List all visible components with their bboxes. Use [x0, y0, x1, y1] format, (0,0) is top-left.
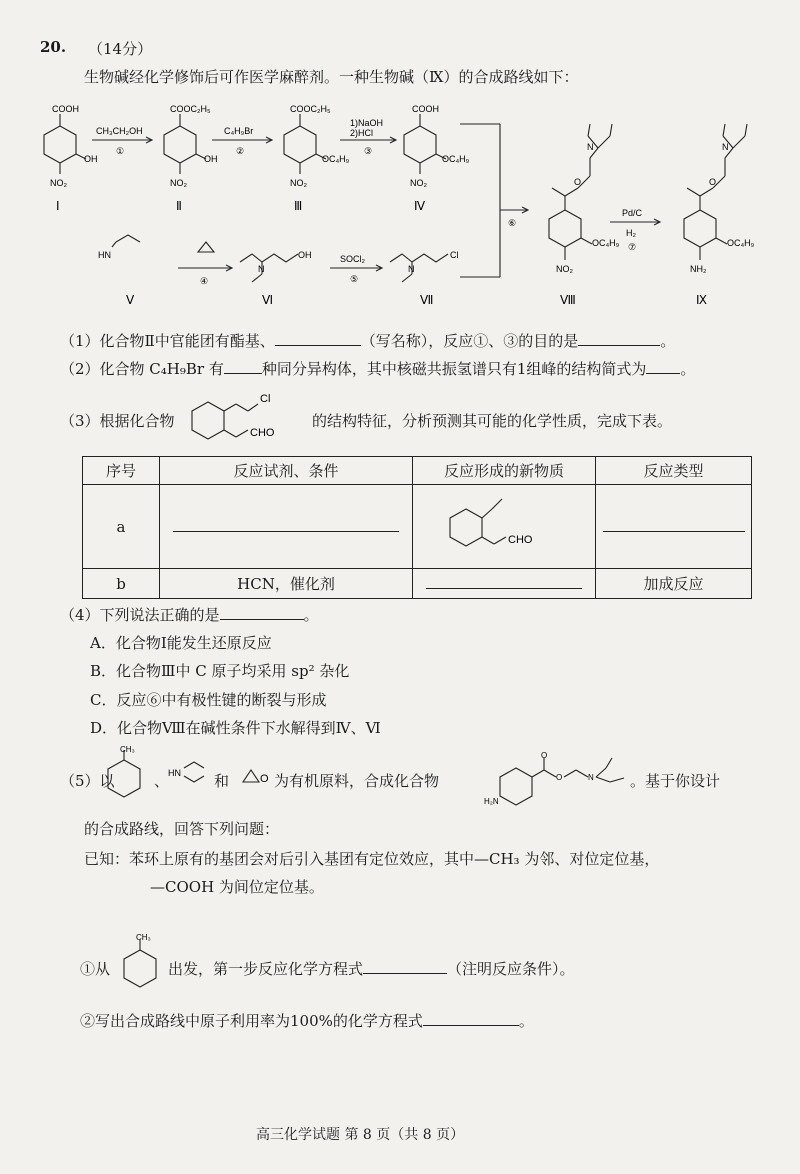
q5-material: 为有机原料，合成化合物	[274, 772, 440, 790]
q5-known-2: —COOH 为间位定位基。	[150, 878, 324, 896]
I-sub2: NO₂	[50, 178, 67, 188]
IV-top: COOH	[412, 104, 439, 114]
svg-text:CH₃: CH₃	[136, 933, 151, 942]
epoxide-icon	[198, 242, 214, 252]
row-b-reagent: HCN，催化剂	[160, 569, 413, 599]
row-a-type[interactable]	[596, 485, 752, 569]
label-III: Ⅲ	[294, 199, 303, 213]
r7-reagent1: Pd/C	[622, 208, 643, 218]
epoxide-icon	[240, 764, 270, 786]
svg-text:N: N	[588, 773, 594, 782]
structure-VI	[240, 254, 298, 262]
q4-option-c: C．反应⑥中有极性键的断裂与形成	[90, 691, 327, 709]
label-IX: Ⅸ	[696, 293, 708, 307]
toluene-structure-2	[116, 932, 168, 990]
VIII-n: N	[587, 142, 594, 152]
svg-text:CHO: CHO	[508, 533, 533, 546]
label-VII: Ⅶ	[420, 293, 434, 307]
IX-sub1: OC₄H₉	[727, 238, 755, 248]
table-row	[83, 485, 752, 569]
label-I: Ⅰ	[56, 199, 60, 213]
r3-num: ③	[364, 146, 373, 156]
q4-option-d: D．化合物Ⅷ在碱性条件下水解得到Ⅳ、Ⅵ	[90, 719, 381, 737]
toluene-structure	[100, 744, 152, 802]
r6-num: ⑥	[508, 218, 517, 228]
IV-sub1: OC₄H₉	[442, 154, 470, 164]
r5-num: ⑤	[350, 274, 359, 284]
q2-blank-2[interactable]	[646, 359, 680, 374]
r3-reagent1: 1)NaOH	[350, 118, 384, 128]
q4-option-b: B．化合物Ⅲ中 C 原子均采用 sp² 杂化	[90, 662, 350, 680]
q5-and: 和	[214, 772, 230, 790]
label-IV: Ⅳ	[414, 199, 426, 213]
label-VI: Ⅵ	[262, 293, 274, 307]
row-b-type: 加成反应	[596, 569, 752, 599]
q5-tail: 。基于你设计	[630, 772, 721, 790]
row-a-id: a	[83, 485, 160, 569]
r2-reagent: C₄H₉Br	[224, 126, 254, 136]
question-points: （14分）	[88, 40, 153, 58]
VIII-sub1: OC₄H₉	[592, 238, 620, 248]
table-row	[83, 569, 752, 599]
q5-sub2-blank[interactable]	[423, 1011, 519, 1026]
synthesis-scheme	[0, 92, 800, 328]
svg-text:HN: HN	[168, 768, 181, 778]
svg-text:O: O	[541, 751, 548, 760]
label-II: Ⅱ	[176, 199, 182, 213]
q5-sub1: 出发，第一步反应化学方程式 （注明反应条件）。	[168, 960, 575, 978]
q5-sep1: 、	[154, 772, 170, 790]
IX-o: O	[709, 177, 717, 187]
III-sub2: NO₂	[290, 178, 307, 188]
benzene-ring-IV	[404, 126, 436, 163]
page-footer: 高三化学试题 第 8 页（共 8 页）	[256, 1127, 465, 1143]
q1-blank-1[interactable]	[275, 331, 361, 346]
structure-V	[116, 235, 140, 242]
r2-num: ②	[236, 146, 245, 156]
label-V: Ⅴ	[126, 293, 135, 307]
q4-blank[interactable]	[220, 605, 304, 620]
col-header-type: 反应类型	[596, 457, 752, 485]
VII-text: Cl	[450, 250, 459, 260]
benzene-ring-III	[284, 126, 316, 163]
question-intro: 生物碱经化学修饰后可作医学麻醉剂。一种生物碱（Ⅸ）的合成路线如下：	[84, 68, 579, 86]
q2-blank-1[interactable]	[224, 359, 262, 374]
q5-sub1-blank[interactable]	[363, 959, 447, 974]
q3-structure	[186, 390, 304, 444]
svg-text:CH₃: CH₃	[120, 745, 135, 754]
III-sub1: OC₄H₉	[322, 154, 350, 164]
I-top: COOH	[52, 104, 79, 114]
IV-sub2: NO₂	[410, 178, 427, 188]
IX-sub2: NH₂	[690, 264, 707, 274]
q5-sub2: ②写出合成路线中原子利用率为100%的化学方程式 。	[80, 1012, 534, 1030]
VI-n: N	[258, 264, 265, 274]
styrene-aldehyde-structure	[444, 495, 564, 555]
benzene-ring-II	[164, 126, 196, 163]
q4-option-a: A．化合物Ⅰ能发生还原反应	[90, 634, 272, 652]
III-top: COOC₂H₅	[290, 104, 331, 114]
q3-lead: （3）根据化合物	[60, 412, 175, 430]
col-header-product: 反应形成的新物质	[413, 457, 596, 485]
col-header-id: 序号	[83, 457, 160, 485]
structure-VII	[390, 254, 448, 262]
q2: （2）化合物 C₄H₉Br 有 种同分异构体，其中核磁共振氢谱只有1组峰的结构简式为 。	[60, 360, 696, 378]
r3-reagent2: 2)HCl	[350, 128, 374, 138]
VIII-sub2: NO₂	[556, 264, 573, 274]
r1-reagent: CH₃CH₂OH	[96, 126, 143, 136]
reaction-table	[82, 456, 752, 599]
q1-blank-2[interactable]	[578, 331, 660, 346]
q5-lead: （5）以	[60, 772, 115, 790]
svg-text:O: O	[556, 773, 563, 782]
VIII-o: O	[574, 177, 582, 187]
question-number: 20.	[40, 38, 67, 56]
q5-route: 的合成路线，回答下列问题：	[84, 820, 280, 838]
II-top: COOC₂H₅	[170, 104, 211, 114]
svg-text:H₂N: H₂N	[484, 797, 499, 806]
r7-reagent2: H₂	[626, 228, 636, 238]
benzene-ring-IX	[684, 210, 716, 247]
svg-text:O: O	[260, 773, 269, 785]
row-a-product	[413, 485, 596, 569]
q1: （1）化合物Ⅱ中官能团有酯基、 （写名称），反应①、③的目的是 。	[60, 332, 676, 350]
II-sub1: OH	[204, 154, 218, 164]
r4-num: ④	[200, 276, 209, 286]
benzene-ring-VIII	[549, 210, 581, 247]
VII-n: N	[408, 264, 415, 274]
row-b-product[interactable]	[413, 569, 596, 599]
q4-stem: （4）下列说法正确的是 。	[60, 606, 319, 624]
target-compound-structure	[484, 748, 628, 808]
svg-text:Cl: Cl	[260, 393, 271, 405]
r7-num: ⑦	[628, 242, 637, 252]
row-a-reagent[interactable]	[160, 485, 413, 569]
r1-num: ①	[116, 146, 125, 156]
V-text: HN	[98, 250, 111, 260]
benzene-ring-I	[44, 126, 76, 163]
q5-known-1: 已知：苯环上原有的基团会对后引入基团有定位效应，其中—CH₃ 为邻、对位定位基，	[84, 850, 660, 868]
IX-n: N	[722, 142, 729, 152]
col-header-reagent: 反应试剂、条件	[160, 457, 413, 485]
VI-text: OH	[298, 250, 312, 260]
svg-text:CHO: CHO	[250, 427, 275, 439]
q3-tail: 的结构特征，分析预测其可能的化学性质，完成下表。	[312, 412, 673, 430]
diethylamine-structure	[168, 758, 212, 788]
row-b-id: b	[83, 569, 160, 599]
label-VIII: Ⅷ	[560, 293, 576, 307]
q5-sub1-lead: ①从	[80, 960, 111, 978]
r5-reagent: SOCl₂	[340, 254, 365, 264]
II-sub2: NO₂	[170, 178, 187, 188]
I-sub1: OH	[84, 154, 98, 164]
